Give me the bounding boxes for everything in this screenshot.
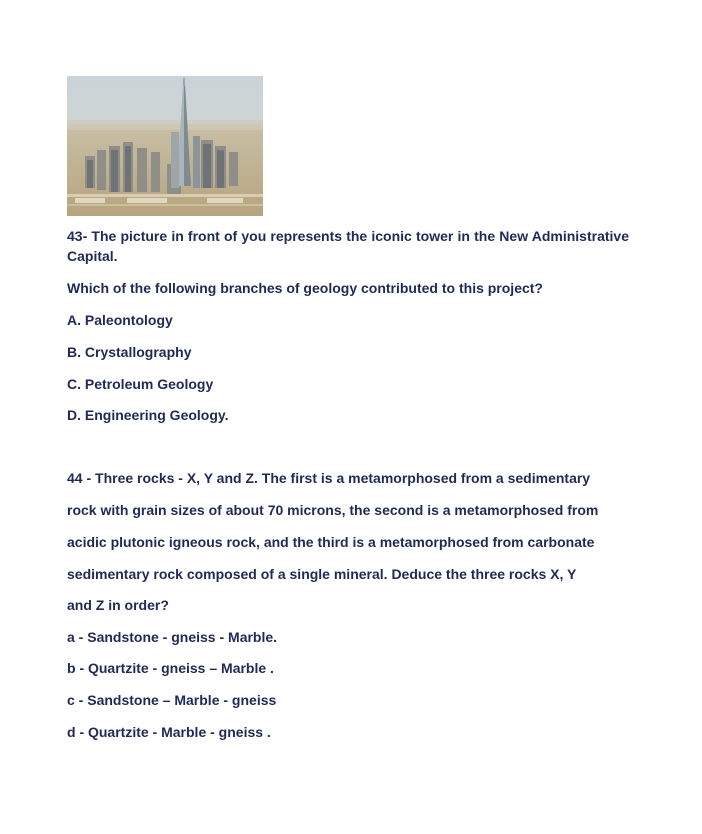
iconic-tower-photo [67,76,263,216]
q44-stem-line-5: and Z in order? [67,597,169,613]
q44-stem-line-1: 44 - Three rocks - X, Y and Z. The first is a metamorphosed from a sedimentary [67,470,591,486]
q44-option-a: a - Sandstone - gneiss - Marble. [67,629,278,645]
q43-question: Which of the following branches of geology contributed to this project? [67,280,543,296]
q43-option-a: A. Paleontology [67,312,173,328]
q43-option-b: B. Crystallography [67,344,192,360]
q44-stem-line-2: rock with grain sizes of about 70 microns, the second is a metamorphosed from [67,502,599,518]
q43-stem: 43- The picture in front of you represents the iconic tower in the New Administrative Capital. [67,228,629,264]
q44-option-d: d - Quartzite - Marble - gneiss . [67,724,271,740]
q43-option-d: D. Engineering Geology. [67,407,229,423]
q44-stem-line-3: acidic plutonic igneous rock, and the third is a metamorphosed from carbonate [67,534,595,550]
q44-option-c: c - Sandstone – Marble - gneiss [67,692,277,708]
q44-option-b: b - Quartzite - gneiss – Marble . [67,660,274,676]
q44-stem-line-4: sedimentary rock composed of a single mineral. Deduce the three rocks X, Y [67,566,577,582]
q43-option-c: C. Petroleum Geology [67,376,214,392]
